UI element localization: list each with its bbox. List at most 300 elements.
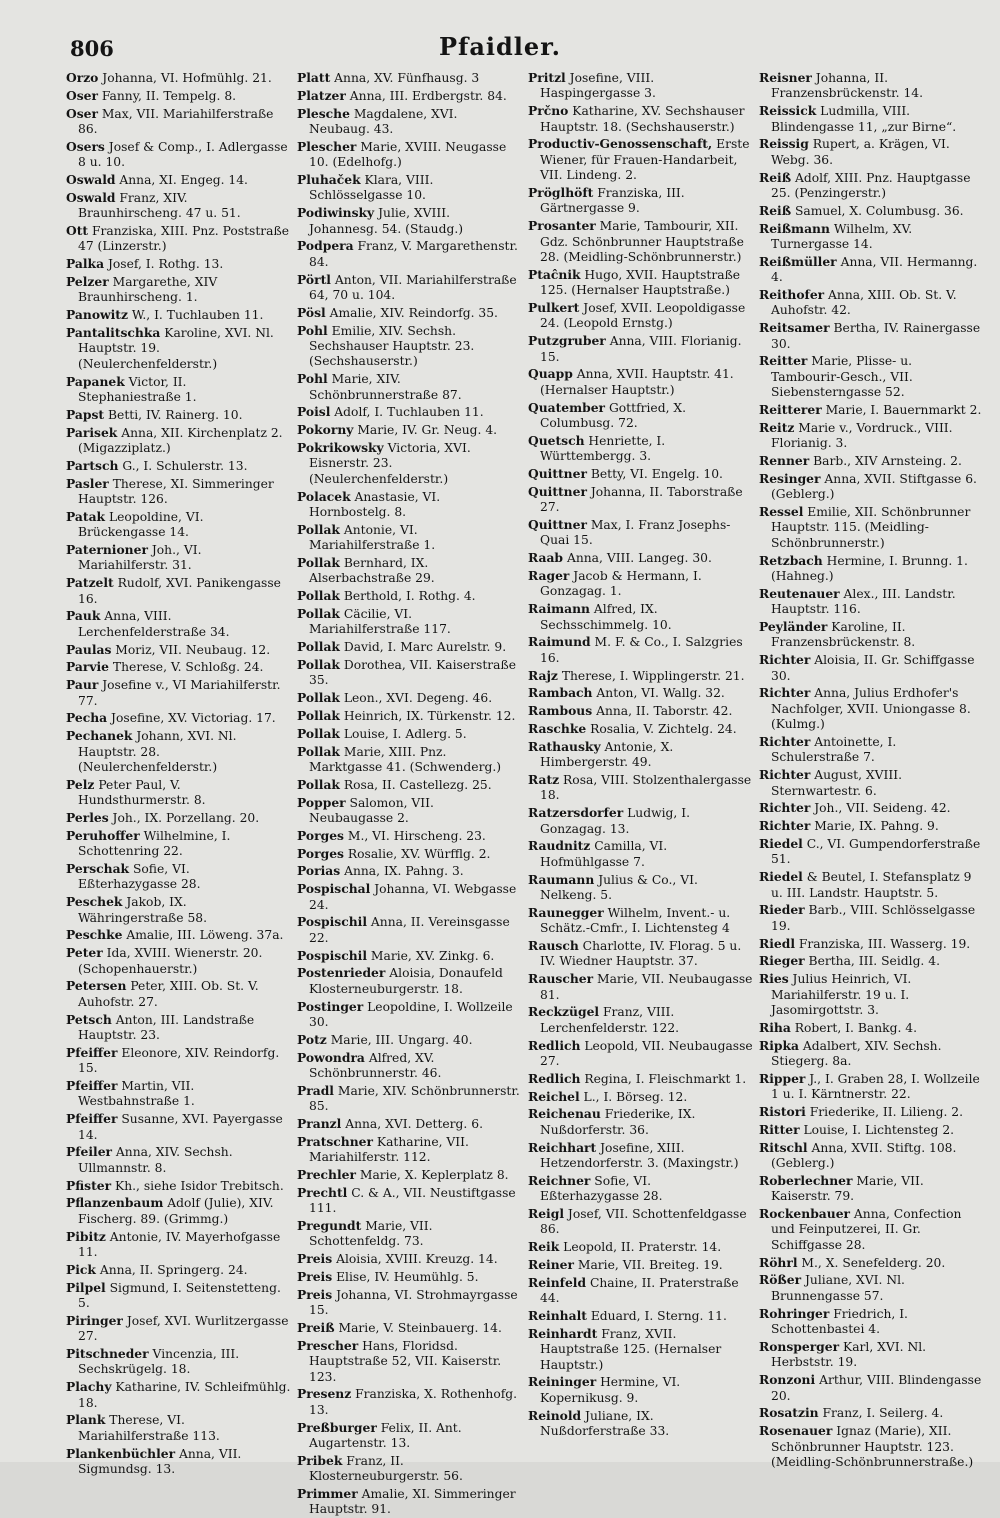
directory-entry xyxy=(297,489,522,521)
entry-details: Anna, XVII. Stiftg. 108. (Geblerg.) xyxy=(771,1140,957,1171)
entry-name: Ritschl xyxy=(759,1139,808,1155)
entry-details: Anna, XI. Engeg. 14. xyxy=(115,173,248,187)
entry-details: Louise, I. Adlerg. 5. xyxy=(339,726,467,741)
entry-name: Osers xyxy=(66,138,105,154)
directory-entry xyxy=(528,1106,753,1138)
entry-name: Reutenauer xyxy=(759,585,840,601)
entry-details: Klara, VIII. Schlösselgasse 10. xyxy=(309,173,434,203)
directory-entry xyxy=(759,453,984,469)
entry-name: Pospischil xyxy=(297,947,368,963)
entry-details: Johanna, VI. Webgasse 24. xyxy=(309,882,517,912)
directory-entry xyxy=(297,440,522,487)
directory-entry xyxy=(66,139,291,171)
directory-entry xyxy=(759,471,984,503)
entry-name: Pelz xyxy=(66,776,95,792)
directory-entry xyxy=(297,726,522,742)
entry-details: Emilie, XIV. Sechsh. Sechshauser Hauptstr. 23. (Sechshauserstr.) xyxy=(309,323,475,369)
entry-details: Victoria, XVI. Eisnerstr. 23. (Neulerchenfelderstr.) xyxy=(309,441,471,486)
entry-details: Anna, XVII. Hauptstr. 41. (Hernalser Hauptstr.) xyxy=(540,367,734,397)
entry-name: Pecha xyxy=(66,710,108,726)
entry-details: Adolf, I. Tuchlauben 11. xyxy=(330,405,484,420)
entry-name: Raudnitz xyxy=(528,838,591,854)
entry-name: Reigl xyxy=(528,1206,564,1222)
entry-name: Ries xyxy=(759,971,789,987)
entry-name: Pösl xyxy=(297,304,326,320)
entry-details: Peter Paul, V. Hundsthurmerstr. 8. xyxy=(78,777,206,808)
entry-details: Felix, II. Ant. Augartenstr. 13. xyxy=(309,1420,462,1451)
entry-details: Franziska, III. Wasserg. 19. xyxy=(794,936,971,951)
directory-entry xyxy=(297,371,522,403)
directory-entry xyxy=(66,70,291,86)
entry-name: Paulas xyxy=(66,641,112,657)
entry-name: Ronzoni xyxy=(759,1372,816,1388)
directory-entry xyxy=(759,652,984,684)
entry-name: Perles xyxy=(66,810,109,826)
directory-entry xyxy=(528,838,753,870)
directory-entry xyxy=(759,287,984,319)
entry-details: Anton, VII. Mariahilferstraße 64, 70 u. 104. xyxy=(309,272,517,303)
entry-details: Friederike, IX. Nußdorferstr. 36. xyxy=(540,1107,696,1137)
entry-name: Peschek xyxy=(66,894,123,910)
entry-name: Resinger xyxy=(759,470,821,486)
directory-entry xyxy=(66,458,291,474)
entry-details: Marie, XV. Zinkg. 6. xyxy=(367,948,495,963)
directory-entry xyxy=(528,634,753,666)
entry-name: Pospischal xyxy=(297,881,371,897)
entry-details: Joh., VII. Seideng. 42. xyxy=(810,801,951,816)
directory-entry xyxy=(66,172,291,188)
entry-name: Potz xyxy=(297,1031,327,1047)
entry-details: Marie, V. Steinbauerg. 14. xyxy=(334,1321,502,1336)
entry-name: Patak xyxy=(66,508,106,524)
column-4 xyxy=(759,70,984,1469)
directory-entry xyxy=(297,1320,522,1336)
entry-details: Chaine, II. Praterstraße 44. xyxy=(540,1275,739,1306)
directory-entry xyxy=(297,1386,522,1418)
directory-entry xyxy=(66,190,291,222)
entry-details: Adolf, XIII. Pnz. Hauptgasse 25. (Penzingerstr.) xyxy=(771,170,971,201)
entry-details: Samuel, X. Columbusg. 36. xyxy=(791,203,964,218)
entry-name: Pilpel xyxy=(66,1279,106,1295)
directory-entry xyxy=(297,139,522,171)
entry-name: Pantalitschka xyxy=(66,325,161,340)
entry-name: Reitter xyxy=(759,353,808,369)
directory-entry xyxy=(297,777,522,793)
directory-entry xyxy=(66,374,291,406)
entry-name: Polacek xyxy=(297,488,351,504)
entry-name: Partsch xyxy=(66,457,119,473)
entry-name: Parvie xyxy=(66,659,110,675)
entry-details: Eduard, I. Sterng. 11. xyxy=(586,1309,727,1324)
entry-name: Porias xyxy=(297,863,341,879)
entry-name: Pranzl xyxy=(297,1116,342,1132)
entry-details: Karoline, XVI. Nl. Hauptstr. 19. (Neulerchenfelderstr.) xyxy=(78,326,274,371)
entry-name: Platzer xyxy=(297,87,346,103)
directory-entry xyxy=(66,810,291,826)
entry-name: Richter xyxy=(759,818,811,834)
entry-details: Marie, IX. Pahng. 9. xyxy=(810,819,939,834)
entry-name: Prechtl xyxy=(297,1184,348,1200)
entry-name: Peyländer xyxy=(759,619,828,635)
entry-name: Paur xyxy=(66,677,99,693)
directory-entry xyxy=(66,1229,291,1261)
directory-entry xyxy=(528,300,753,332)
entry-details: Josef, XVII. Leopoldigasse 24. (Leopold Ernstg.) xyxy=(540,301,746,331)
entry-details: Max, I. Franz Josephs-Quai 15. xyxy=(540,518,731,548)
entry-details: Victor, II. Stephaniestraße 1. xyxy=(78,374,197,405)
entry-name: Raimann xyxy=(528,601,591,617)
directory-entry xyxy=(528,484,753,516)
directory-entry xyxy=(759,1339,984,1371)
entry-name: Quittner xyxy=(528,517,587,533)
entry-details: Leon., XVI. Degeng. 46. xyxy=(339,691,493,706)
directory-entry xyxy=(66,509,291,541)
entry-details: Marie, XIII. Pnz. Marktgasse 41. (Schwenderg.) xyxy=(309,744,502,775)
entry-name: Pollak xyxy=(297,708,340,724)
directory-entry xyxy=(528,1140,753,1172)
entry-name: Popper xyxy=(297,794,346,810)
directory-entry xyxy=(66,1412,291,1444)
entry-details: Martin, VII. Westbahnstraße 1. xyxy=(78,1079,195,1109)
entry-details: Josefine, XV. Victoriag. 17. xyxy=(107,711,276,726)
entry-name: Pokrikowsky xyxy=(297,440,384,456)
entry-name: Petsch xyxy=(66,1011,112,1027)
entry-details: Hans, Floridsd. Hauptstraße 52, VII. Kaiserstr. 123. xyxy=(309,1338,502,1384)
entry-details: Anton, VI. Wallg. 32. xyxy=(592,686,725,701)
entry-details: Magdalene, XVI. Neubaug. 43. xyxy=(309,106,458,136)
entry-name: Pollak xyxy=(297,639,340,655)
entry-details: Aloisia, XVIII. Kreuzg. 14. xyxy=(332,1252,498,1267)
entry-details: Bertha, IV. Rainergasse 30. xyxy=(771,321,981,351)
entry-details: Salomon, VII. Neubaugasse 2. xyxy=(309,795,434,826)
entry-details: Marie, XVIII. Neugasse 10. (Edelhofg.) xyxy=(309,139,507,170)
entry-details: Anna, Confection und Feinputzerei, II. Gr. Schiffgasse 28. xyxy=(771,1207,962,1252)
entry-details: Bertha, III. Seidlg. 4. xyxy=(804,954,940,969)
directory-entry xyxy=(297,588,522,604)
entry-details: Josef, XVI. Wurlitzergasse 27. xyxy=(78,1313,289,1344)
directory-entry xyxy=(297,1420,522,1452)
column-3 xyxy=(528,70,753,1455)
entry-name: Pasler xyxy=(66,475,109,491)
directory-entry xyxy=(66,88,291,104)
entry-details: Anna, XVII. Stiftgasse 6. (Geblerg.) xyxy=(771,471,977,502)
directory-entry xyxy=(528,1308,753,1324)
entry-details: M., X. Senefelderg. 20. xyxy=(797,1255,946,1270)
entry-name: Oser xyxy=(66,105,98,121)
entry-name: Pfeiffer xyxy=(66,1078,118,1094)
entry-name: Reiß xyxy=(759,169,792,185)
directory-entry xyxy=(297,1453,522,1485)
directory-entry xyxy=(759,767,984,799)
entry-name: Pörtl xyxy=(297,271,331,287)
entry-details: Johanna, II. Taborstraße 27. xyxy=(540,484,743,515)
entry-name: Peruhoffer xyxy=(66,827,140,843)
entry-name: Plescher xyxy=(297,138,357,154)
directory-entry xyxy=(528,601,753,633)
directory-entry xyxy=(528,971,753,1003)
entry-name: Putzgruber xyxy=(528,333,606,349)
entry-name: Preis xyxy=(297,1269,333,1285)
directory-entry xyxy=(528,1173,753,1205)
directory-entry xyxy=(66,476,291,508)
directory-entry xyxy=(759,836,984,868)
directory-entry xyxy=(528,400,753,432)
entry-details: Anna, VIII. Lerchenfelderstraße 34. xyxy=(78,609,230,639)
entry-name: Ristori xyxy=(759,1104,806,1120)
directory-entry xyxy=(297,1269,522,1285)
directory-entry xyxy=(528,433,753,465)
entry-name: Reitz xyxy=(759,419,795,435)
entry-details: Johanna, II. Franzensbrückenstr. 14. xyxy=(771,71,924,101)
entry-name: Retzbach xyxy=(759,552,823,568)
entry-details: Ludmilla, VIII. Blindengasse 11, „zur Birne“. xyxy=(771,104,957,134)
directory-entry xyxy=(297,1050,522,1082)
entry-details: Wilhelm, XV. Turnergasse 14. xyxy=(771,221,913,252)
entry-details: Adolf (Julie), XIV. Fischerg. 89. (Grimmg.) xyxy=(78,1196,274,1226)
directory-entry xyxy=(528,568,753,600)
directory-entry xyxy=(528,70,753,102)
directory-entry xyxy=(759,800,984,816)
entry-details: Josef & Comp., I. Adlergasse 8 u. 10. xyxy=(78,139,288,170)
entry-name: Richter xyxy=(759,800,811,816)
entry-details: G., I. Schulerstr. 13. xyxy=(118,458,248,473)
entry-name: Reichner xyxy=(528,1172,591,1188)
entry-details: Sofie, VI. Eßterhazygasse 28. xyxy=(540,1173,663,1204)
directory-entry xyxy=(759,221,984,253)
directory-entry xyxy=(66,1144,291,1176)
entry-details: Adalbert, XIV. Sechsh. Stiegerg. 8a. xyxy=(771,1038,942,1069)
directory-entry xyxy=(759,953,984,969)
directory-entry xyxy=(66,256,291,272)
entry-name: Rieder xyxy=(759,902,805,918)
entry-name: Pregundt xyxy=(297,1218,362,1234)
directory-entry xyxy=(66,828,291,860)
entry-name: Roberlechner xyxy=(759,1172,853,1188)
entry-details: Josef, I. Rothg. 13. xyxy=(104,257,224,272)
entry-name: Raschke xyxy=(528,721,587,737)
entry-details: Jacob & Hermann, I. Gonzagag. 1. xyxy=(540,569,702,599)
entry-details: Barb., XIV Arnsteing. 2. xyxy=(809,454,962,469)
entry-name: Pröglhöft xyxy=(528,185,594,201)
entry-name: Prechler xyxy=(297,1167,356,1183)
entry-details: Joh., IX. Porzellang. 20. xyxy=(108,811,260,826)
entry-details: Bernhard, IX. Alserbachstraße 29. xyxy=(309,556,435,586)
directory-entry xyxy=(297,1134,522,1166)
entry-details: Amalie, XIV. Reindorfg. 35. xyxy=(325,305,498,320)
entry-details: Sigmund, I. Seitenstetteng. 5. xyxy=(78,1280,281,1311)
entry-name: Prescher xyxy=(297,1337,359,1353)
entry-details: Susanne, XVI. Payergasse 14. xyxy=(78,1112,283,1142)
entry-name: Pluhaček xyxy=(297,172,361,187)
entry-details: Hermine, VI. Kopernikusg. 9. xyxy=(540,1375,681,1405)
entry-details: Josef, VII. Schottenfeldgasse 86. xyxy=(540,1207,747,1237)
entry-details: Katharine, XV. Sechshauser Hauptstr. 18. (Sechshauserstr.) xyxy=(540,104,745,134)
directory-entry xyxy=(297,522,522,554)
entry-details: Anton, III. Landstraße Hauptstr. 23. xyxy=(78,1012,255,1043)
directory-entry xyxy=(528,1071,753,1087)
entry-details: Juliane, XVI. Nl. Brunnengasse 57. xyxy=(771,1273,905,1303)
entry-details: Anna, XV. Fünfhausg. 3 xyxy=(330,71,480,85)
entry-name: Quittner xyxy=(528,466,587,482)
entry-name: Peschke xyxy=(66,927,123,943)
entry-details: Berthold, I. Rothg. 4. xyxy=(339,589,476,604)
entry-name: Rockenbauer xyxy=(759,1206,851,1222)
entry-details: Anna, VII. Sigmundsg. 13. xyxy=(78,1446,242,1477)
directory-entry xyxy=(297,795,522,827)
entry-name: Pechanek xyxy=(66,728,133,744)
entry-name: Ressel xyxy=(759,504,804,520)
directory-entry xyxy=(759,1104,984,1120)
entry-name: Reisner xyxy=(759,70,812,85)
directory-entry xyxy=(759,1071,984,1103)
entry-name: Perschak xyxy=(66,861,130,877)
entry-name: Reinhalt xyxy=(528,1308,587,1324)
entry-details: Antoinette, I. Schulerstraße 7. xyxy=(771,735,897,765)
directory-entry xyxy=(297,1083,522,1115)
entry-details: Franz, I. Seilerg. 4. xyxy=(818,1406,944,1421)
entry-details: Marie, VII. Breiteg. 19. xyxy=(573,1258,723,1273)
entry-details: Katharine, IV. Schleifmühlg. 18. xyxy=(78,1380,291,1410)
directory-columns xyxy=(66,70,984,1517)
entry-name: Rohringer xyxy=(759,1305,830,1321)
entry-name: Reichel xyxy=(528,1088,580,1104)
entry-details: Marie, VII. Schottenfeldg. 73. xyxy=(309,1219,433,1249)
entry-name: Pollak xyxy=(297,555,340,571)
entry-details: L., I. Börseg. 12. xyxy=(579,1089,688,1104)
entry-details: Amalie, III. Löweng. 37a. xyxy=(122,928,284,943)
entry-details: Alfred, IX. Sechsschimmelg. 10. xyxy=(540,602,672,632)
entry-name: Pfister xyxy=(66,1177,112,1193)
entry-details: Juliane, IX. Nußdorferstraße 33. xyxy=(540,1408,670,1439)
entry-details: Charlotte, IV. Florag. 5 u. IV. Wiedner Hauptstr. 37. xyxy=(540,939,742,969)
directory-entry xyxy=(66,1280,291,1312)
entry-name: Parisek xyxy=(66,424,118,440)
entry-details: Anna, II. Vereinsgasse 22. xyxy=(309,915,510,945)
directory-entry xyxy=(66,274,291,306)
directory-entry xyxy=(528,1408,753,1440)
directory-entry xyxy=(297,106,522,138)
entry-details: Wilhelmine, I. Schottenring 22. xyxy=(78,828,231,859)
directory-entry xyxy=(66,710,291,726)
entry-details: Marie, XIV. Schönbrunnerstraße 87. xyxy=(309,372,462,402)
entry-details: Leopold, VII. Neubaugasse 27. xyxy=(540,1038,753,1069)
directory-entry xyxy=(759,1038,984,1070)
entry-details: Anna, II. Taborstr. 42. xyxy=(592,704,733,719)
entry-details: Barb., VIII. Schlösselgasse 19. xyxy=(771,903,976,933)
entry-name: Preis xyxy=(297,1286,333,1302)
directory-entry xyxy=(297,323,522,370)
entry-name: Pelzer xyxy=(66,274,109,289)
entry-name: Pollak xyxy=(297,743,340,759)
entry-details: Karoline, II. Franzensbrückenstr. 8. xyxy=(771,620,916,650)
entry-name: Renner xyxy=(759,453,810,469)
directory-entry xyxy=(297,1338,522,1385)
directory-entry xyxy=(66,1446,291,1478)
entry-details: Franz, II. Klosterneuburgerstr. 56. xyxy=(309,1453,463,1484)
directory-entry xyxy=(297,744,522,776)
entry-name: Reichenau xyxy=(528,1106,601,1122)
entry-name: Pollak xyxy=(297,606,340,622)
entry-name: Oswald xyxy=(66,172,116,187)
directory-entry xyxy=(66,777,291,809)
entry-name: Richter xyxy=(759,652,811,668)
directory-entry xyxy=(297,690,522,706)
entry-details: Anna, XIV. Sechsh. Ullmannstr. 8. xyxy=(78,1145,233,1175)
directory-entry xyxy=(528,905,753,937)
directory-entry xyxy=(297,657,522,689)
entry-name: Riha xyxy=(759,1019,791,1035)
entry-name: Oser xyxy=(66,87,98,103)
directory-entry xyxy=(759,1206,984,1253)
entry-details: Johann, XVI. Nl. Hauptstr. 28. (Neulerchenfelderstr.) xyxy=(78,729,237,775)
directory-entry xyxy=(759,420,984,452)
entry-details: Dorothea, VII. Kaiserstraße 35. xyxy=(309,658,516,688)
directory-entry xyxy=(528,218,753,265)
directory-entry xyxy=(297,863,522,879)
entry-name: Plesche xyxy=(297,105,350,121)
entry-name: Reißmann xyxy=(759,220,830,236)
entry-name: Riedl xyxy=(759,935,795,951)
entry-name: Pohl xyxy=(297,371,328,387)
entry-details: Anna, Julius Erdhofer's Nachfolger, XVII. Uniongasse 8. (Kulmg.) xyxy=(771,686,971,732)
entry-name: Reitterer xyxy=(759,402,822,418)
directory-entry xyxy=(759,902,984,934)
directory-entry xyxy=(297,846,522,862)
directory-entry xyxy=(66,1313,291,1345)
directory-entry xyxy=(528,739,753,771)
directory-entry xyxy=(297,1486,522,1518)
directory-entry xyxy=(759,170,984,202)
directory-entry xyxy=(66,106,291,138)
directory-entry xyxy=(759,1020,984,1036)
directory-entry xyxy=(528,136,753,183)
entry-details: August, XVIII. Sternwartestr. 6. xyxy=(771,768,902,798)
entry-details: David, I. Marc Aurelstr. 9. xyxy=(339,640,507,655)
entry-details: Marie, X. Keplerplatz 8. xyxy=(355,1168,509,1183)
directory-entry xyxy=(528,1206,753,1238)
entry-details: C. & A., VII. Neustiftgasse 111. xyxy=(309,1185,516,1216)
entry-details: Heinrich, IX. Türkenstr. 12. xyxy=(339,709,516,724)
entry-name: Podiwinsky xyxy=(297,205,375,221)
entry-details: Vincenzia, III. Sechskrügelg. 18. xyxy=(78,1347,240,1377)
directory-entry xyxy=(528,772,753,804)
entry-name: Pratschner xyxy=(297,1133,373,1149)
entry-name: Reitsamer xyxy=(759,320,830,336)
directory-entry xyxy=(759,254,984,286)
entry-name: Reissick xyxy=(759,103,817,119)
entry-name: Redlich xyxy=(528,1037,581,1053)
directory-entry xyxy=(759,1140,984,1172)
entry-details: Anna, VIII. Florianig. 15. xyxy=(540,334,742,364)
entry-name: Patzelt xyxy=(66,575,114,591)
entry-name: Rieger xyxy=(759,953,805,969)
entry-name: Rambach xyxy=(528,685,593,701)
directory-entry xyxy=(66,861,291,893)
entry-details: Arthur, VIII. Blindengasse 20. xyxy=(771,1373,982,1403)
directory-entry xyxy=(759,70,984,102)
entry-details: Peter, XIII. Ob. St. V. Auhofstr. 27. xyxy=(78,979,259,1009)
directory-entry xyxy=(66,642,291,658)
entry-name: Paternioner xyxy=(66,542,148,558)
entry-details: Josefine, VIII. Haspingergasse 3. xyxy=(540,71,656,101)
entry-name: Reinold xyxy=(528,1407,582,1423)
entry-name: Piringer xyxy=(66,1312,123,1328)
entry-name: Pibitz xyxy=(66,1228,106,1244)
entry-name: Prčno xyxy=(528,103,569,119)
entry-details: Gottfried, X. Columbusg. 72. xyxy=(540,400,687,431)
entry-name: Raab xyxy=(528,550,564,566)
entry-name: Palka xyxy=(66,256,105,272)
